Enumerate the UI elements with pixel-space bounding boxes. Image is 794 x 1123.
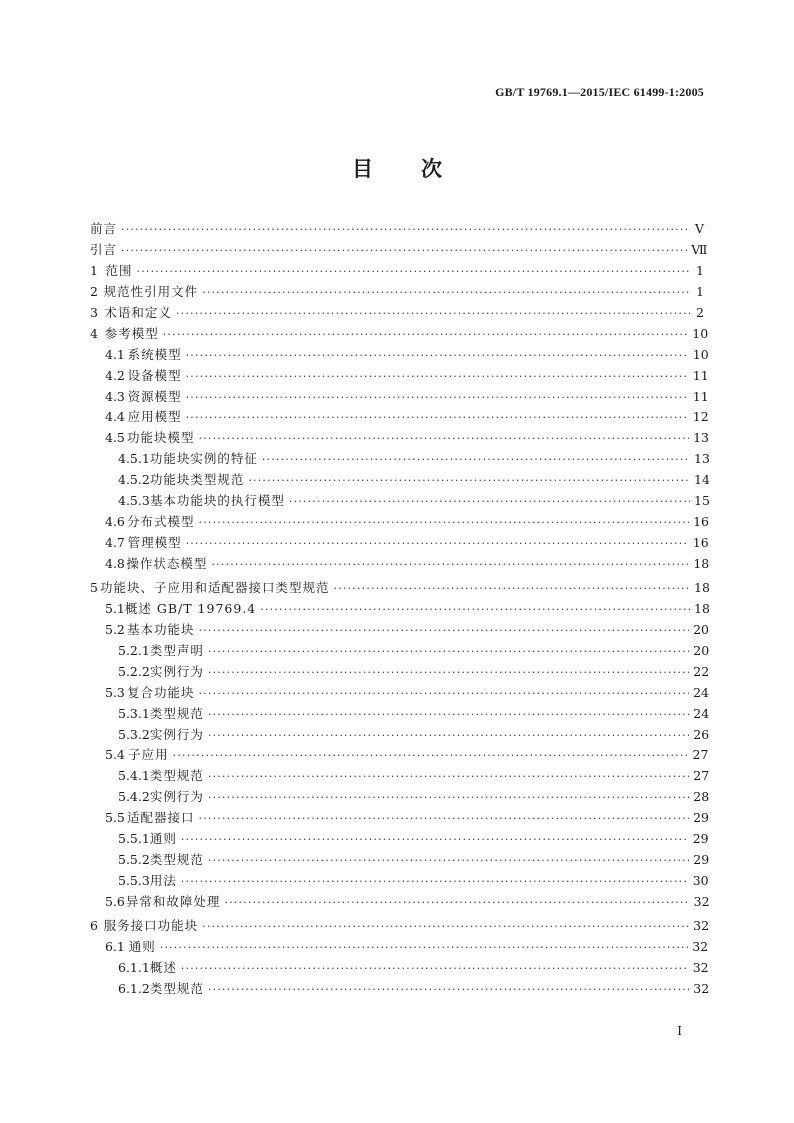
toc-leader-dots	[289, 495, 690, 508]
toc-leader-dots	[186, 537, 689, 550]
toc-entry[interactable]	[90, 470, 710, 491]
toc-leader-dots	[202, 286, 690, 299]
toc-leader-dots	[208, 983, 689, 996]
toc-entry[interactable]	[90, 428, 709, 449]
toc-entry-page: 12	[692, 409, 709, 425]
toc-entry-label: 复合功能块	[126, 684, 195, 700]
toc-entry-page: 16	[692, 535, 709, 551]
toc-entry-number: 4.5	[105, 430, 125, 446]
toc-entry[interactable]	[90, 240, 708, 261]
toc-entry-page: 13	[694, 451, 710, 467]
toc-entry[interactable]	[90, 725, 710, 746]
toc-entry-page: 28	[693, 789, 710, 805]
toc-entry-page: Ⅶ	[691, 241, 708, 257]
toc-leader-dots	[181, 875, 689, 888]
toc-entry-number: 5.3	[105, 684, 125, 700]
toc-entry-number: 5.2	[105, 621, 125, 637]
toc-leader-dots	[224, 896, 689, 909]
toc-leader-dots	[208, 708, 689, 721]
toc-entry[interactable]	[90, 407, 709, 428]
toc-leader-dots	[173, 749, 689, 762]
toc-entry[interactable]	[90, 387, 709, 408]
toc-entry-page: 1	[696, 283, 704, 299]
toc-entry-number: 6	[90, 917, 98, 933]
toc-leader-dots	[334, 582, 691, 595]
toc-entry-label: 通则	[128, 938, 156, 954]
toc-entry-number: 4.7	[105, 535, 125, 551]
toc-entry-number: 5.5	[105, 810, 125, 826]
toc-entry[interactable]	[90, 324, 709, 345]
toc-entry-label: 服务接口功能块	[103, 917, 199, 933]
toc-leader-dots	[199, 432, 690, 445]
table-of-contents	[90, 219, 710, 1000]
toc-entry-label: 概述	[149, 959, 177, 975]
toc-entry-page: 10	[692, 325, 709, 341]
toc-entry[interactable]	[90, 787, 710, 808]
toc-leader-dots	[160, 941, 689, 954]
toc-entry-page: 18	[693, 556, 710, 571]
toc-leader-dots	[208, 645, 689, 658]
toc-leader-dots	[208, 770, 689, 783]
toc-entry-page: 30	[692, 873, 709, 889]
toc-entry-page: 32	[692, 959, 709, 975]
toc-entry[interactable]	[90, 958, 709, 979]
toc-entry-label: 管理模型	[127, 535, 182, 551]
toc-entry-page: 14	[694, 472, 710, 488]
toc-entry-label: 基本功能块	[126, 621, 195, 637]
toc-entry-page: 29	[693, 852, 710, 868]
toc-entry-page: 11	[692, 388, 709, 404]
toc-entry-label: 功能块、子应用和适配器接口类型规范	[99, 579, 330, 595]
toc-entry[interactable]	[90, 979, 710, 1000]
toc-entry-number: 5.1	[105, 600, 125, 616]
toc-leader-dots	[208, 666, 689, 679]
toc-entry-label: 功能块类型规范	[149, 472, 245, 488]
toc-entry-number: 4	[90, 325, 98, 341]
toc-leader-dots	[199, 812, 690, 825]
toc-entry-page: 15	[694, 493, 710, 509]
toc-entry[interactable]	[90, 578, 710, 599]
toc-entry-label: 应用模型	[127, 409, 182, 425]
toc-entry-label: 类型规范	[149, 705, 204, 721]
toc-entry-page: 20	[693, 621, 709, 637]
toc-leader-dots	[211, 558, 689, 571]
toc-leader-dots	[163, 328, 689, 341]
toc-entry[interactable]	[90, 892, 710, 913]
toc-entry-number: 4.3	[105, 388, 125, 404]
toc-entry-number: 4.4	[105, 409, 125, 425]
toc-entry-number: 5.3.2	[118, 726, 150, 742]
toc-entry-page: 18	[694, 579, 710, 595]
toc-entry-label: 设备模型	[127, 367, 182, 383]
toc-entry-number: 5.4.1	[118, 768, 150, 784]
toc-entry[interactable]	[90, 345, 709, 366]
toc-entry[interactable]	[90, 261, 704, 282]
toc-entry-label: 类型规范	[149, 768, 204, 784]
toc-entry-number: 3	[90, 304, 98, 320]
toc-entry[interactable]	[90, 662, 710, 683]
toc-leader-dots	[199, 624, 690, 637]
toc-leader-dots	[208, 729, 689, 742]
toc-leader-dots	[186, 370, 689, 383]
toc-entry-number: 4.1	[105, 346, 125, 362]
toc-entry-label: 异常和故障处理	[125, 894, 221, 909]
toc-leader-dots	[121, 223, 690, 236]
toc-entry[interactable]	[90, 282, 704, 303]
toc-leader-dots	[248, 474, 690, 487]
toc-entry-number: 2	[90, 283, 98, 299]
toc-entry-number: 6.1	[105, 938, 125, 954]
toc-leader-dots	[186, 349, 689, 362]
toc-entry-number: 5	[90, 579, 98, 595]
toc-entry-page: 32	[693, 980, 710, 996]
toc-entry-page: Ⅴ	[694, 221, 704, 236]
toc-entry-page: 29	[692, 831, 709, 847]
toc-leader-dots	[208, 854, 689, 867]
toc-entry[interactable]	[90, 850, 710, 871]
toc-entry[interactable]	[90, 449, 710, 470]
toc-entry-page: 1	[696, 262, 704, 278]
toc-entry[interactable]	[90, 491, 710, 512]
toc-entry-number: 6.1.2	[118, 980, 150, 996]
toc-entry[interactable]	[90, 599, 710, 620]
toc-entry[interactable]	[90, 829, 709, 850]
toc-entry[interactable]	[90, 512, 709, 533]
toc-entry-number: 6.1.1	[118, 959, 150, 975]
toc-entry[interactable]	[90, 745, 709, 766]
toc-entry-number: 5.3.1	[118, 705, 150, 721]
toc-entry[interactable]	[90, 554, 710, 575]
toc-entry-page: 11	[692, 367, 709, 383]
toc-entry[interactable]	[90, 766, 710, 787]
toc-entry-label: 引言	[90, 241, 118, 257]
toc-entry[interactable]	[90, 533, 709, 554]
toc-entry-number: 5.4	[105, 747, 125, 763]
toc-leader-dots	[262, 453, 690, 466]
document-standard-code: GB/T 19769.1—2015/IEC 61499-1:2005	[495, 85, 704, 99]
toc-entry-number: 5.6	[105, 894, 125, 909]
toc-entry-page: 22	[693, 663, 710, 679]
toc-entry-label: 基本功能块的执行模型	[149, 493, 285, 509]
toc-entry[interactable]	[90, 704, 710, 725]
toc-entry[interactable]	[90, 641, 710, 662]
toc-entry-page: 32	[692, 938, 709, 954]
toc-entry[interactable]	[90, 366, 709, 387]
toc-entry-label: 参考模型	[104, 325, 159, 341]
page-number: Ⅰ	[677, 1024, 682, 1038]
toc-entry-number: 4.5.3	[118, 493, 150, 509]
toc-entry-label: 资源模型	[127, 388, 182, 404]
toc-entry-number: 4.6	[105, 514, 125, 530]
toc-entry-page: 13	[693, 430, 709, 446]
toc-entry-label: 类型规范	[149, 980, 204, 996]
toc-leader-dots	[176, 307, 690, 320]
toc-entry-page: 24	[693, 684, 709, 700]
toc-entry-page: 16	[693, 514, 709, 530]
toc-entry-number: 4.5.1	[118, 451, 150, 467]
toc-entry-number: 5.2.1	[118, 642, 150, 658]
toc-entry-label: 功能块模型	[126, 430, 195, 446]
toc-entry-label: 操作状态模型	[126, 556, 208, 571]
toc-entry-page: 32	[693, 917, 710, 933]
toc-leader-dots	[260, 603, 690, 616]
toc-entry-label: 功能块实例的特征	[149, 451, 258, 467]
toc-leader-dots	[137, 265, 690, 278]
toc-entry-page: 27	[693, 768, 710, 784]
toc-entry-label: 适配器接口	[126, 810, 195, 826]
toc-entry-label: 概述 GB/T 19769.4	[124, 600, 257, 616]
toc-entry[interactable]	[90, 620, 709, 641]
toc-leader-dots	[121, 244, 687, 257]
toc-entry-label: 前言	[90, 221, 118, 236]
toc-entry-number: 4.2	[105, 367, 125, 383]
toc-entry-label: 分布式模型	[126, 514, 195, 530]
toc-entry-label: 规范性引用文件	[103, 283, 199, 299]
toc-entry-label: 子应用	[128, 747, 169, 763]
toc-leader-dots	[208, 791, 689, 804]
toc-entry-number: 5.4.2	[118, 789, 150, 805]
toc-entry[interactable]	[90, 683, 709, 704]
toc-entry-page: 27	[692, 747, 709, 763]
toc-entry-label: 用法	[149, 873, 177, 889]
toc-entry-label: 实例行为	[149, 663, 204, 679]
page-title: 目次	[352, 156, 490, 181]
toc-leader-dots	[181, 962, 689, 975]
toc-entry-page: 18	[694, 600, 710, 616]
toc-entry-number: 5.5.3	[118, 873, 150, 889]
toc-entry[interactable]	[90, 916, 710, 937]
toc-entry-label: 系统模型	[127, 346, 182, 362]
toc-entry-label: 类型声明	[149, 642, 204, 658]
toc-entry-label: 实例行为	[149, 726, 204, 742]
toc-entry[interactable]	[90, 871, 709, 892]
toc-leader-dots	[202, 920, 689, 933]
toc-entry-label: 类型规范	[149, 852, 204, 868]
toc-leader-dots	[186, 391, 689, 404]
toc-entry-page: 20	[693, 642, 710, 658]
toc-entry-label: 范围	[105, 262, 133, 278]
toc-entry-number: 4.5.2	[118, 472, 150, 488]
toc-leader-dots	[199, 687, 690, 700]
toc-entry[interactable]	[90, 303, 704, 324]
toc-entry[interactable]	[90, 219, 704, 240]
toc-entry-number: 5.5.2	[118, 852, 150, 868]
toc-entry[interactable]	[90, 808, 709, 829]
toc-entry-page: 10	[692, 346, 709, 362]
toc-entry-page: 2	[696, 304, 704, 320]
toc-entry-page: 32	[693, 894, 710, 909]
toc-entry-number: 4.8	[105, 556, 125, 571]
toc-entry-page: 24	[693, 705, 710, 721]
toc-entry-number: 5.2.2	[118, 663, 150, 679]
toc-entry-number: 1	[90, 262, 98, 278]
toc-leader-dots	[186, 411, 689, 424]
toc-entry-page: 26	[693, 726, 710, 742]
toc-entry-label: 术语和定义	[104, 304, 172, 320]
toc-leader-dots	[181, 833, 689, 846]
toc-entry-label: 通则	[149, 831, 177, 847]
toc-entry-page: 29	[693, 810, 709, 826]
toc-entry[interactable]	[90, 937, 709, 958]
toc-leader-dots	[199, 516, 690, 529]
toc-entry-number: 5.5.1	[118, 831, 150, 847]
toc-entry-label: 实例行为	[149, 789, 204, 805]
